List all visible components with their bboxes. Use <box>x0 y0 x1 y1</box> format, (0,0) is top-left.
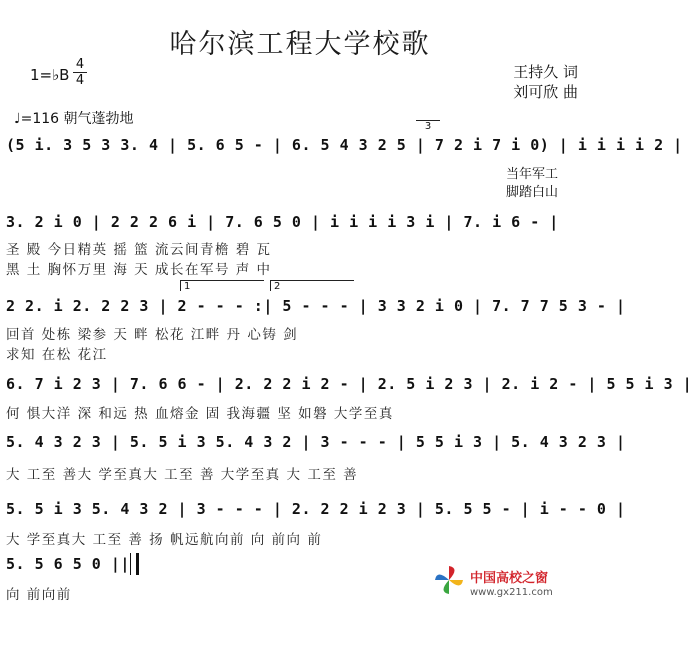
notation-line-7: 5. 5 6 5 0 || <box>6 555 130 573</box>
volta-first-ending: 1 <box>180 280 264 291</box>
site-watermark <box>434 563 584 609</box>
triplet-mark: 3 <box>416 120 440 129</box>
credits <box>513 62 578 102</box>
final-barline <box>130 553 139 575</box>
watermark-url: www.gx211.com <box>470 587 553 598</box>
lyric-line-5: 大 工至 善大 学至真大 工至 善 大学至真 大 工至 善 <box>6 467 359 483</box>
lyric-line-3b: 求知 在松 花江 <box>6 347 108 363</box>
lyric-line-2b: 黑 土 胸怀万里 海 天 成长在军号 声 中 <box>6 262 272 278</box>
key-signature: 1=♭B <box>30 66 70 84</box>
volta-second-ending: 2 <box>270 280 354 291</box>
notation-line-5: 5. 4 3 2 3 | 5. 5 i 3 5. 4 3 2 | 3 - - - | 5 5 i 3 | 5. 4 3 2 3 | <box>6 433 626 451</box>
notation-line-2: 3. 2 i 0 | 2 2 2 6 i | 7. 6 5 0 | i i i i 3 i | 7. i 6 - | <box>6 213 559 231</box>
lyricist-credit: 王持久 词 <box>513 63 578 81</box>
lyric-line-7: 向 前向前 <box>6 587 72 603</box>
meter-top: 4 <box>75 57 85 72</box>
tempo-marking: ♩=116 朝气蓬勃地 <box>14 111 134 127</box>
notation-line-1: (5 i. 3 5 3 3. 4 | 5. 6 5 - | 6. 5 4 3 2 5 | 7 2 i 7 i 0) | i i i i 2 | <box>6 136 683 154</box>
notation-line-6: 5. 5 i 3 5. 4 3 2 | 3 - - - | 2. 2 2 i 2 3 | 5. 5 5 - | i - - 0 | <box>6 500 626 518</box>
side-lyric-line-2: 脚踏白山 <box>506 185 559 200</box>
lyric-line-4: 何 惧大洋 深 和远 热 血熔金 固 我海疆 坚 如磐 大学至真 <box>6 406 394 422</box>
side-lyrics <box>506 166 596 202</box>
time-signature <box>73 58 87 87</box>
song-title: 哈尔滨工程大学校歌 <box>169 29 431 60</box>
lyric-line-6: 大 学至真大 工至 善 扬 帆远航向前 向 前向 前 <box>6 532 323 548</box>
watermark-name: 中国高校之窗 <box>470 571 549 586</box>
lyric-line-2a: 圣 殿 今日精英 摇 篮 流云间青檐 碧 瓦 <box>6 242 272 258</box>
pinwheel-logo-icon <box>434 565 464 595</box>
meter-bottom: 4 <box>75 73 85 88</box>
notation-line-3: 2 2. i 2. 2 2 3 | 2 - - - :| 5 - - - | 3 3 2 i 0 | 7. 7 7 5 3 - | <box>6 297 626 315</box>
notation-line-4: 6. 7 i 2 3 | 7. 6 6 - | 2. 2 2 i 2 - | 2. 5 i 2 3 | 2. i 2 - | 5 5 i 3 | <box>6 375 692 393</box>
side-lyric-line-1: 当年军工 <box>506 167 559 182</box>
lyric-line-3a: 回首 处栋 梁参 天 畔 松花 江畔 丹 心铸 剑 <box>6 327 299 343</box>
composer-credit: 刘可欣 曲 <box>513 83 578 101</box>
